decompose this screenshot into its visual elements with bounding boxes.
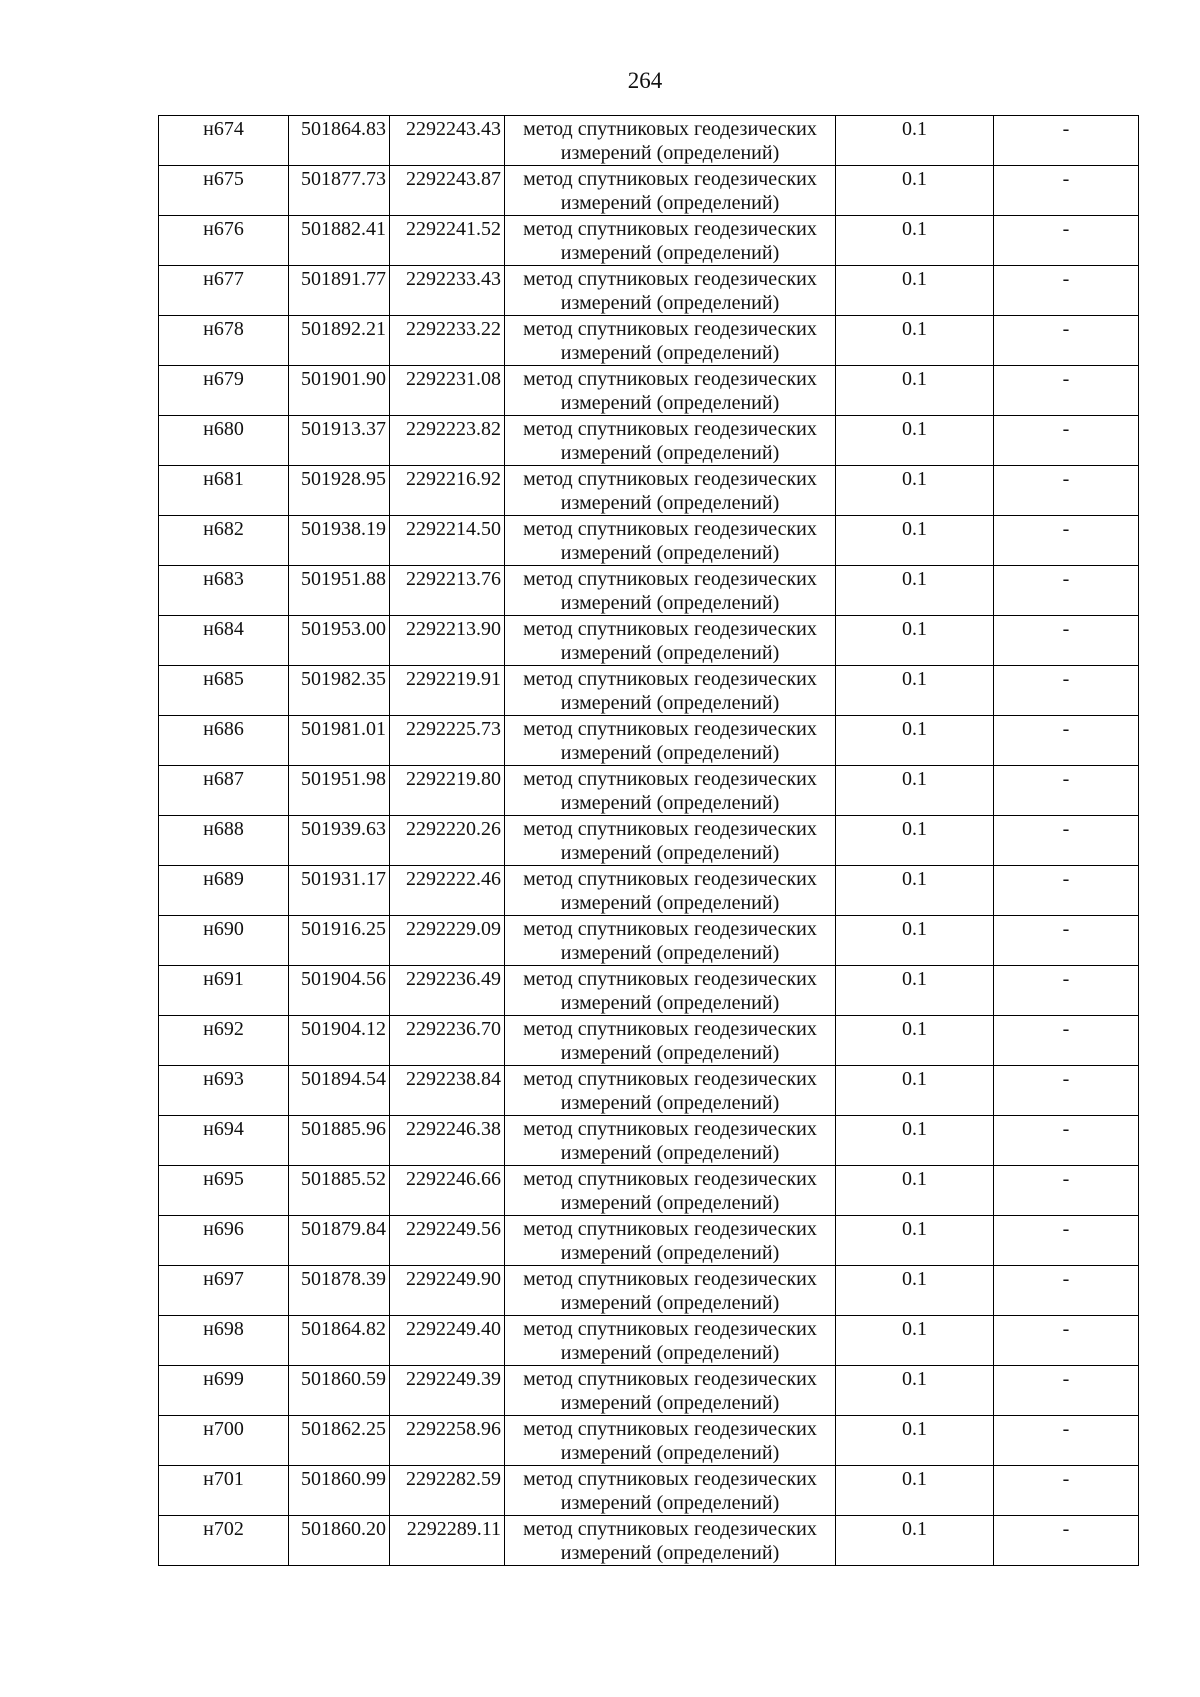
method-cell: метод спутниковых геодезических измерений (определений) — [505, 816, 836, 866]
method-cell: метод спутниковых геодезических измерений (определений) — [505, 566, 836, 616]
accuracy-cell: 0.1 — [836, 966, 994, 1016]
accuracy-cell: 0.1 — [836, 1116, 994, 1166]
accuracy-cell: 0.1 — [836, 216, 994, 266]
accuracy-cell: 0.1 — [836, 1166, 994, 1216]
point-name-cell: н683 — [159, 566, 289, 616]
method-cell: метод спутниковых геодезических измерений (определений) — [505, 1316, 836, 1366]
x-coordinate-cell: 501939.63 — [289, 816, 390, 866]
point-name-cell: н698 — [159, 1316, 289, 1366]
page-number: 264 — [627, 68, 663, 93]
point-name-cell: н700 — [159, 1416, 289, 1466]
method-cell: метод спутниковых геодезических измерений (определений) — [505, 1266, 836, 1316]
coordinates-table — [158, 115, 1139, 1566]
table-row — [159, 1416, 1139, 1466]
table-row — [159, 516, 1139, 566]
y-coordinate-cell: 2292229.09 — [390, 916, 505, 966]
note-cell: - — [994, 566, 1139, 616]
note-cell: - — [994, 1116, 1139, 1166]
accuracy-cell: 0.1 — [836, 766, 994, 816]
point-name-cell: н674 — [159, 116, 289, 166]
table-row — [159, 416, 1139, 466]
note-cell: - — [994, 766, 1139, 816]
method-cell: метод спутниковых геодезических измерений (определений) — [505, 1116, 836, 1166]
accuracy-cell: 0.1 — [836, 1416, 994, 1466]
point-name-cell: н688 — [159, 816, 289, 866]
x-coordinate-cell: 501860.99 — [289, 1466, 390, 1516]
table-row — [159, 1316, 1139, 1366]
x-coordinate-cell: 501860.20 — [289, 1516, 390, 1566]
table-row — [159, 1366, 1139, 1416]
accuracy-cell: 0.1 — [836, 166, 994, 216]
point-name-cell: н696 — [159, 1216, 289, 1266]
table-row — [159, 966, 1139, 1016]
y-coordinate-cell: 2292282.59 — [390, 1466, 505, 1516]
table-row — [159, 116, 1139, 166]
x-coordinate-cell: 501860.59 — [289, 1366, 390, 1416]
table-row — [159, 166, 1139, 216]
method-cell: метод спутниковых геодезических измерений (определений) — [505, 966, 836, 1016]
note-cell: - — [994, 716, 1139, 766]
y-coordinate-cell: 2292219.80 — [390, 766, 505, 816]
method-cell: метод спутниковых геодезических измерений (определений) — [505, 1166, 836, 1216]
x-coordinate-cell: 501982.35 — [289, 666, 390, 716]
point-name-cell: н689 — [159, 866, 289, 916]
y-coordinate-cell: 2292236.70 — [390, 1016, 505, 1066]
x-coordinate-cell: 501904.12 — [289, 1016, 390, 1066]
x-coordinate-cell: 501981.01 — [289, 716, 390, 766]
method-cell: метод спутниковых геодезических измерений (определений) — [505, 116, 836, 166]
y-coordinate-cell: 2292225.73 — [390, 716, 505, 766]
accuracy-cell: 0.1 — [836, 416, 994, 466]
y-coordinate-cell: 2292249.90 — [390, 1266, 505, 1316]
note-cell: - — [994, 1366, 1139, 1416]
x-coordinate-cell: 501891.77 — [289, 266, 390, 316]
y-coordinate-cell: 2292233.43 — [390, 266, 505, 316]
point-name-cell: н697 — [159, 1266, 289, 1316]
method-cell: метод спутниковых геодезических измерений (определений) — [505, 316, 836, 366]
accuracy-cell: 0.1 — [836, 1516, 994, 1566]
x-coordinate-cell: 501938.19 — [289, 516, 390, 566]
accuracy-cell: 0.1 — [836, 266, 994, 316]
point-name-cell: н695 — [159, 1166, 289, 1216]
y-coordinate-cell: 2292236.49 — [390, 966, 505, 1016]
point-name-cell: н699 — [159, 1366, 289, 1416]
note-cell: - — [994, 1166, 1139, 1216]
note-cell: - — [994, 466, 1139, 516]
accuracy-cell: 0.1 — [836, 1366, 994, 1416]
accuracy-cell: 0.1 — [836, 1016, 994, 1066]
note-cell: - — [994, 1466, 1139, 1516]
x-coordinate-cell: 501864.82 — [289, 1316, 390, 1366]
y-coordinate-cell: 2292243.43 — [390, 116, 505, 166]
x-coordinate-cell: 501894.54 — [289, 1066, 390, 1116]
accuracy-cell: 0.1 — [836, 1466, 994, 1516]
table-row — [159, 366, 1139, 416]
x-coordinate-cell: 501878.39 — [289, 1266, 390, 1316]
y-coordinate-cell: 2292249.56 — [390, 1216, 505, 1266]
note-cell: - — [994, 266, 1139, 316]
y-coordinate-cell: 2292213.76 — [390, 566, 505, 616]
method-cell: метод спутниковых геодезических измерений (определений) — [505, 366, 836, 416]
y-coordinate-cell: 2292246.38 — [390, 1116, 505, 1166]
accuracy-cell: 0.1 — [836, 566, 994, 616]
table-row — [159, 266, 1139, 316]
point-name-cell: н690 — [159, 916, 289, 966]
y-coordinate-cell: 2292258.96 — [390, 1416, 505, 1466]
point-name-cell: н686 — [159, 716, 289, 766]
method-cell: метод спутниковых геодезических измерений (определений) — [505, 1516, 836, 1566]
accuracy-cell: 0.1 — [836, 716, 994, 766]
point-name-cell: н684 — [159, 616, 289, 666]
method-cell: метод спутниковых геодезических измерений (определений) — [505, 1016, 836, 1066]
method-cell: метод спутниковых геодезических измерений (определений) — [505, 1216, 836, 1266]
point-name-cell: н691 — [159, 966, 289, 1016]
method-cell: метод спутниковых геодезических измерений (определений) — [505, 416, 836, 466]
point-name-cell: н685 — [159, 666, 289, 716]
note-cell: - — [994, 666, 1139, 716]
note-cell: - — [994, 316, 1139, 366]
point-name-cell: н678 — [159, 316, 289, 366]
point-name-cell: н675 — [159, 166, 289, 216]
point-name-cell: н680 — [159, 416, 289, 466]
point-name-cell: н679 — [159, 366, 289, 416]
y-coordinate-cell: 2292214.50 — [390, 516, 505, 566]
note-cell: - — [994, 866, 1139, 916]
x-coordinate-cell: 501953.00 — [289, 616, 390, 666]
table-row — [159, 816, 1139, 866]
y-coordinate-cell: 2292246.66 — [390, 1166, 505, 1216]
x-coordinate-cell: 501901.90 — [289, 366, 390, 416]
y-coordinate-cell: 2292222.46 — [390, 866, 505, 916]
x-coordinate-cell: 501951.98 — [289, 766, 390, 816]
note-cell: - — [994, 1216, 1139, 1266]
note-cell: - — [994, 1316, 1139, 1366]
y-coordinate-cell: 2292241.52 — [390, 216, 505, 266]
y-coordinate-cell: 2292249.40 — [390, 1316, 505, 1366]
x-coordinate-cell: 501951.88 — [289, 566, 390, 616]
note-cell: - — [994, 616, 1139, 666]
table-row — [159, 666, 1139, 716]
x-coordinate-cell: 501882.41 — [289, 216, 390, 266]
accuracy-cell: 0.1 — [836, 666, 994, 716]
x-coordinate-cell: 501862.25 — [289, 1416, 390, 1466]
y-coordinate-cell: 2292231.08 — [390, 366, 505, 416]
table-row — [159, 216, 1139, 266]
table-row — [159, 1116, 1139, 1166]
table-row — [159, 866, 1139, 916]
note-cell: - — [994, 816, 1139, 866]
x-coordinate-cell: 501879.84 — [289, 1216, 390, 1266]
y-coordinate-cell: 2292233.22 — [390, 316, 505, 366]
note-cell: - — [994, 166, 1139, 216]
table-row — [159, 1066, 1139, 1116]
point-name-cell: н702 — [159, 1516, 289, 1566]
accuracy-cell: 0.1 — [836, 1316, 994, 1366]
note-cell: - — [994, 966, 1139, 1016]
accuracy-cell: 0.1 — [836, 866, 994, 916]
method-cell: метод спутниковых геодезических измерений (определений) — [505, 866, 836, 916]
method-cell: метод спутниковых геодезических измерений (определений) — [505, 716, 836, 766]
y-coordinate-cell: 2292216.92 — [390, 466, 505, 516]
x-coordinate-cell: 501904.56 — [289, 966, 390, 1016]
method-cell: метод спутниковых геодезических измерений (определений) — [505, 216, 836, 266]
y-coordinate-cell: 2292243.87 — [390, 166, 505, 216]
note-cell: - — [994, 1266, 1139, 1316]
x-coordinate-cell: 501864.83 — [289, 116, 390, 166]
point-name-cell: н701 — [159, 1466, 289, 1516]
method-cell: метод спутниковых геодезических измерений (определений) — [505, 916, 836, 966]
x-coordinate-cell: 501916.25 — [289, 916, 390, 966]
method-cell: метод спутниковых геодезических измерений (определений) — [505, 1066, 836, 1116]
note-cell: - — [994, 216, 1139, 266]
accuracy-cell: 0.1 — [836, 116, 994, 166]
accuracy-cell: 0.1 — [836, 516, 994, 566]
method-cell: метод спутниковых геодезических измерений (определений) — [505, 766, 836, 816]
method-cell: метод спутниковых геодезических измерений (определений) — [505, 266, 836, 316]
table-row — [159, 1166, 1139, 1216]
note-cell: - — [994, 1516, 1139, 1566]
accuracy-cell: 0.1 — [836, 366, 994, 416]
point-name-cell: н694 — [159, 1116, 289, 1166]
y-coordinate-cell: 2292249.39 — [390, 1366, 505, 1416]
accuracy-cell: 0.1 — [836, 1266, 994, 1316]
method-cell: метод спутниковых геодезических измерений (определений) — [505, 666, 836, 716]
x-coordinate-cell: 501913.37 — [289, 416, 390, 466]
point-name-cell: н677 — [159, 266, 289, 316]
table-row — [159, 566, 1139, 616]
table-row — [159, 916, 1139, 966]
y-coordinate-cell: 2292213.90 — [390, 616, 505, 666]
table-row — [159, 716, 1139, 766]
method-cell: метод спутниковых геодезических измерений (определений) — [505, 466, 836, 516]
y-coordinate-cell: 2292219.91 — [390, 666, 505, 716]
table-row — [159, 1466, 1139, 1516]
table-row — [159, 1216, 1139, 1266]
y-coordinate-cell: 2292289.11 — [390, 1516, 505, 1566]
table-row — [159, 1516, 1139, 1566]
method-cell: метод спутниковых геодезических измерений (определений) — [505, 166, 836, 216]
table-row — [159, 616, 1139, 666]
table-row — [159, 1266, 1139, 1316]
y-coordinate-cell: 2292223.82 — [390, 416, 505, 466]
note-cell: - — [994, 366, 1139, 416]
x-coordinate-cell: 501885.96 — [289, 1116, 390, 1166]
note-cell: - — [994, 516, 1139, 566]
point-name-cell: н681 — [159, 466, 289, 516]
method-cell: метод спутниковых геодезических измерений (определений) — [505, 1416, 836, 1466]
table-row — [159, 466, 1139, 516]
x-coordinate-cell: 501928.95 — [289, 466, 390, 516]
table-row — [159, 1016, 1139, 1066]
method-cell: метод спутниковых геодезических измерений (определений) — [505, 1466, 836, 1516]
y-coordinate-cell: 2292238.84 — [390, 1066, 505, 1116]
method-cell: метод спутниковых геодезических измерений (определений) — [505, 516, 836, 566]
x-coordinate-cell: 501931.17 — [289, 866, 390, 916]
table-row — [159, 766, 1139, 816]
note-cell: - — [994, 1016, 1139, 1066]
note-cell: - — [994, 116, 1139, 166]
x-coordinate-cell: 501885.52 — [289, 1166, 390, 1216]
x-coordinate-cell: 501892.21 — [289, 316, 390, 366]
point-name-cell: н692 — [159, 1016, 289, 1066]
accuracy-cell: 0.1 — [836, 1216, 994, 1266]
y-coordinate-cell: 2292220.26 — [390, 816, 505, 866]
note-cell: - — [994, 416, 1139, 466]
accuracy-cell: 0.1 — [836, 1066, 994, 1116]
accuracy-cell: 0.1 — [836, 816, 994, 866]
table-row — [159, 316, 1139, 366]
x-coordinate-cell: 501877.73 — [289, 166, 390, 216]
point-name-cell: н682 — [159, 516, 289, 566]
note-cell: - — [994, 916, 1139, 966]
method-cell: метод спутниковых геодезических измерений (определений) — [505, 616, 836, 666]
point-name-cell: н676 — [159, 216, 289, 266]
accuracy-cell: 0.1 — [836, 616, 994, 666]
accuracy-cell: 0.1 — [836, 916, 994, 966]
point-name-cell: н693 — [159, 1066, 289, 1116]
table-body — [159, 116, 1139, 1566]
accuracy-cell: 0.1 — [836, 316, 994, 366]
note-cell: - — [994, 1066, 1139, 1116]
accuracy-cell: 0.1 — [836, 466, 994, 516]
method-cell: метод спутниковых геодезических измерений (определений) — [505, 1366, 836, 1416]
point-name-cell: н687 — [159, 766, 289, 816]
note-cell: - — [994, 1416, 1139, 1466]
